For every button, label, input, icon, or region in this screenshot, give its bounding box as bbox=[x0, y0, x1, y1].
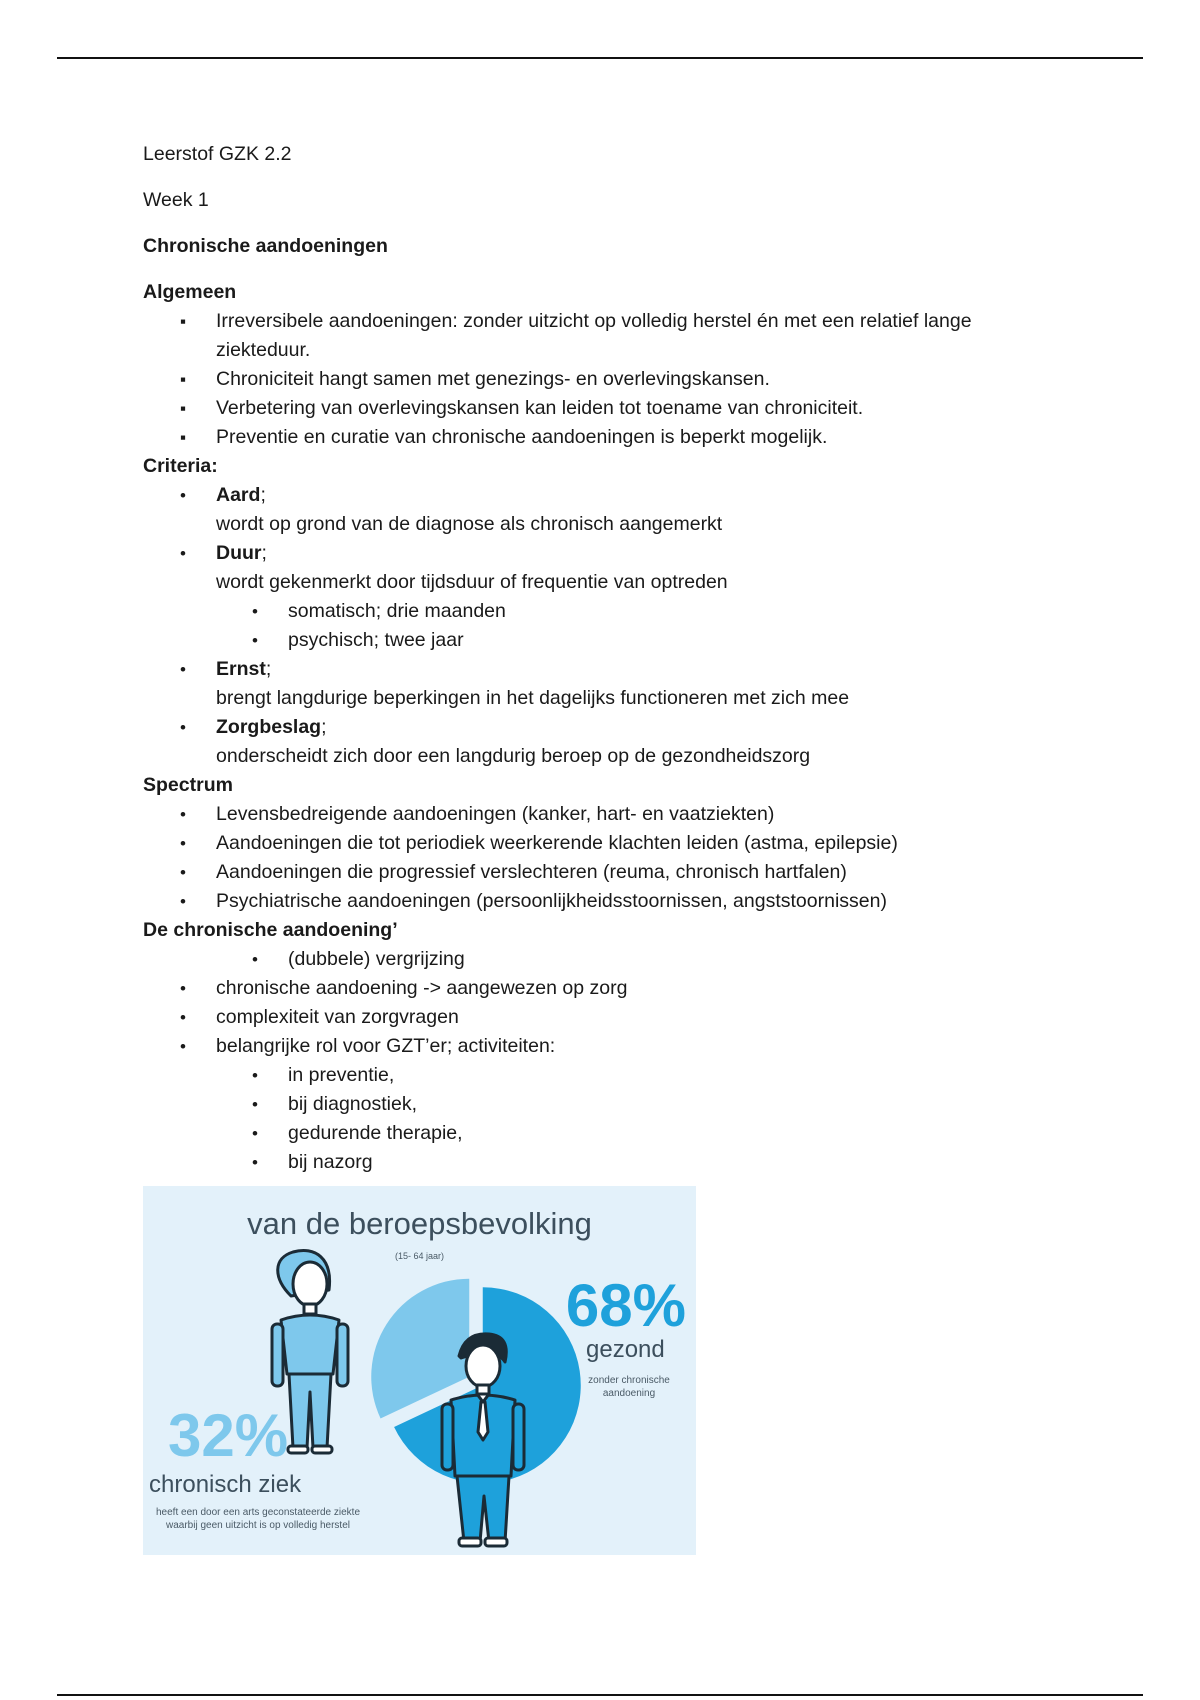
criteria-desc: wordt gekenmerkt door tijdsduur of frequentie van optreden bbox=[216, 571, 728, 593]
list-item: • complexiteit van zorgvragen bbox=[143, 1003, 1043, 1032]
week-label: Week 1 bbox=[143, 189, 209, 211]
criteria-item: • Zorgbeslag; bbox=[143, 713, 1043, 742]
list-item: • in preventie, bbox=[143, 1061, 1043, 1090]
de-chronische-list bbox=[143, 974, 1043, 1061]
algemeen-list bbox=[143, 307, 1043, 452]
activities-list bbox=[143, 1061, 1043, 1177]
chronic-percentage: 32% bbox=[168, 1402, 289, 1469]
healthy-percentage: 68% bbox=[565, 1272, 686, 1339]
list-item: • psychisch; twee jaar bbox=[143, 626, 1043, 655]
list-item: • bij diagnostiek, bbox=[143, 1090, 1043, 1119]
topic-heading: Chronische aandoeningen bbox=[143, 235, 388, 257]
list-item: • somatisch; drie maanden bbox=[143, 597, 1043, 626]
list-item: • Levensbedreigende aandoeningen (kanker, hart- en vaatziekten) bbox=[143, 800, 1043, 829]
criteria-item: • Ernst; bbox=[143, 655, 1043, 684]
spectrum-list bbox=[143, 800, 1043, 916]
criteria-item: • Aard; bbox=[143, 481, 1043, 510]
criteria-term: Aard bbox=[216, 484, 261, 506]
criteria-term: Zorgbeslag bbox=[216, 716, 322, 738]
criteria-heading: Criteria: bbox=[143, 455, 218, 477]
infographic bbox=[143, 1186, 696, 1555]
criteria-term: Ernst bbox=[216, 658, 266, 680]
spectrum-heading: Spectrum bbox=[143, 774, 233, 796]
algemeen-heading: Algemeen bbox=[143, 281, 237, 303]
list-item: • bij nazorg bbox=[143, 1148, 1043, 1177]
list-item: ▪ Verbetering van overlevingskansen kan leiden tot toename van chroniciteit. bbox=[143, 394, 1043, 423]
infographic-title: van de beroepsbevolking bbox=[247, 1206, 592, 1241]
header-rule bbox=[57, 57, 1143, 59]
chronic-note: heeft een door een arts geconstateerde ziekte waarbij geen uitzicht is op volledig herstel bbox=[155, 1507, 361, 1531]
healthy-note: zonder chronische aandoening bbox=[588, 1375, 670, 1399]
healthy-label: gezond bbox=[586, 1336, 665, 1363]
list-item: ▪ Preventie en curatie van chronische aandoeningen is beperkt mogelijk. bbox=[143, 423, 1043, 452]
infographic-subtitle: (15- 64 jaar) bbox=[394, 1251, 445, 1261]
criteria-desc: brengt langdurige beperkingen in het dagelijks functioneren met zich mee bbox=[216, 687, 850, 709]
list-item: • chronische aandoening -> aangewezen op zorg bbox=[143, 974, 1043, 1003]
course-title: Leerstof GZK 2.2 bbox=[143, 143, 292, 165]
de-chronische-heading: De chronische aandoening’ bbox=[143, 919, 398, 941]
list-item: ▪ Irreversibele aandoeningen: zonder uitzicht op volledig herstel én met een relatief lange ziekteduur. bbox=[143, 307, 1043, 365]
list-item: • Aandoeningen die progressief verslechteren (reuma, chronisch hartfalen) bbox=[143, 858, 1043, 887]
criteria-list bbox=[143, 481, 1043, 510]
criteria-desc: onderscheidt zich door een langdurig beroep op de gezondheidszorg bbox=[216, 745, 811, 767]
document-body bbox=[143, 140, 1043, 1177]
list-item: • Aandoeningen die tot periodiek weerkerende klachten leiden (astma, epilepsie) bbox=[143, 829, 1043, 858]
list-item: • belangrijke rol voor GZT’er; activiteiten: bbox=[143, 1032, 1043, 1061]
list-item: • (dubbele) vergrijzing bbox=[143, 945, 1043, 974]
criteria-desc: wordt op grond van de diagnose als chronisch aangemerkt bbox=[216, 513, 723, 535]
list-item: • Psychiatrische aandoeningen (persoonlijkheidsstoornissen, angststoornissen) bbox=[143, 887, 1043, 916]
list-item: • gedurende therapie, bbox=[143, 1119, 1043, 1148]
chronic-label: chronisch ziek bbox=[149, 1471, 302, 1498]
list-item: ▪ Chroniciteit hangt samen met genezings- en overlevingskansen. bbox=[143, 365, 1043, 394]
criteria-term: Duur bbox=[216, 542, 262, 564]
duur-sublist bbox=[143, 597, 1043, 655]
footer-rule bbox=[57, 1694, 1143, 1696]
criteria-item: • Duur; bbox=[143, 539, 1043, 568]
